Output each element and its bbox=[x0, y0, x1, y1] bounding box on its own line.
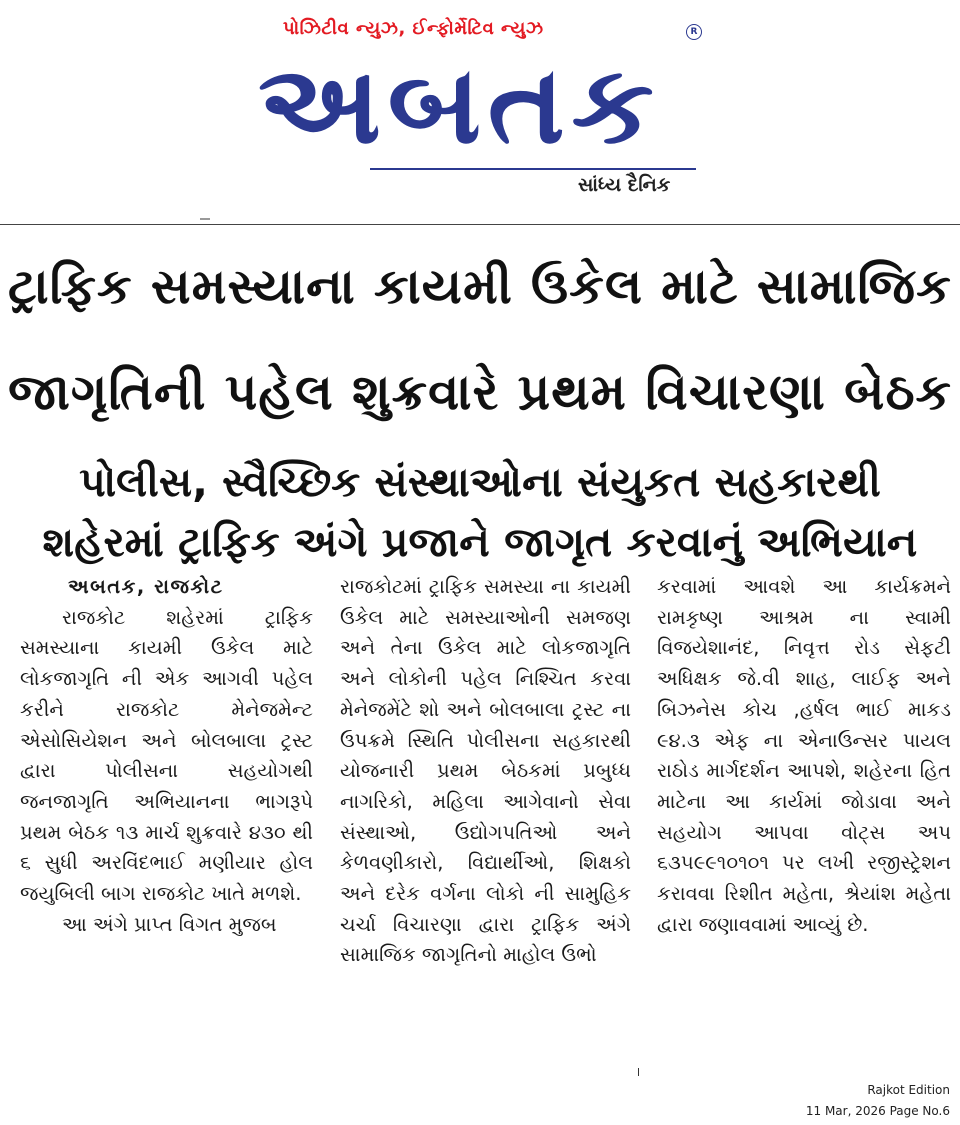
masthead bbox=[0, 0, 960, 205]
masthead-tagline: પોઝિટીવ ન્યુઝ, ઈન્ફોર્મેટિવ ન્યુઝ bbox=[283, 18, 544, 39]
column-1-paragraph-1: રાજકોટ શહેરમાં ટ્રાફિક સમસ્યાના કાયમી ઉકેલ માટે લોકજાગૃતિ ની એક આગવી પહેલ કરીને રાજકોટ મેનેજમેન્ટ એસોસિયેશન અને બોલબાલા ટ્રસ્ટ દ્વારા પોલીસના સહયોગથી જનજાગૃતિ અભિયાનના ભાગરૂપે પ્રથમ બેઠક ૧૩ માર્ચ શુક્રવારે ૪૩૦ થી ૬ સુધી અરવિંદભાઈ મણીયાર હોલ જયુબિલી બાગ રાજકોટ ખાતે મળશે. bbox=[20, 605, 313, 906]
column-2-text: રાજકોટમાં ટ્રાફિક સમસ્યા ના કાયમી ઉકેલ માટે સમસ્યાઓની સમજણ અને તેના ઉકેલ માટે લોકજાગૃતિ અને લોકોની પહેલ નિશ્ચિત કરવા મેનેજમેંટે શો અને બોલબાલા ટ્રસ્ટ ના ઉપક્રમે સ્થિતિ પોલીસના સહકારથી યોજનારી પ્રથમ બેઠકમાં પ્રબુધ્ધ નાગરિકો, મહિલા આગેવાનો સેવા સંસ્થાઓ, ઉદ્યોગપતિઓ અને કેળવણીકારો, વિદ્યાર્થીઓ, શિક્ષકો અને દરેક વર્ગના લોકો ની સામુહિક ચર્ચા વિચારણા દ્વારા ટ્રાફિક અંગે સામાજિક જાગૃતિનો માહોલ ઉભો bbox=[340, 575, 631, 967]
registered-mark-icon: R bbox=[686, 24, 702, 40]
article-column-1 bbox=[20, 572, 313, 940]
byline: અબતક, રાજકોટ bbox=[68, 575, 224, 598]
page-mark bbox=[638, 1068, 639, 1076]
headline-line-2: જાગૃતિની પહેલ શુક્રવારે પ્રથમ વિચારણા બેઠક bbox=[8, 363, 952, 421]
subheadline-line-2: શહેરમાં ટ્રાફિક અંગે પ્રજાને જાગૃત કરવાનું અભિયાન bbox=[42, 518, 918, 566]
article-column-3 bbox=[657, 572, 951, 940]
divider-tick bbox=[200, 218, 210, 220]
article-column-2 bbox=[340, 572, 631, 971]
logo-underline bbox=[370, 168, 696, 170]
edition-date-page: 11 Mar, 2026 Page No.6 bbox=[805, 1104, 950, 1118]
edition-name: Rajkot Edition bbox=[867, 1083, 950, 1097]
newspaper-logo: અબતક bbox=[258, 43, 661, 168]
edition-info bbox=[806, 1080, 950, 1122]
subheadline-line-1: પોલીસ, સ્વૈચ્છિક સંસ્થાઓના સંયુકત સહકારથી bbox=[79, 458, 881, 506]
headline-line-1: ટ્રાફિક સમસ્યાના કાયમી ઉકેલ માટે સામાજિક bbox=[8, 257, 952, 315]
column-3-text: કરવામાં આવશે આ કાર્યક્રમને રામકૃષ્ણ આશ્રમ ના સ્વામી વિજયેશાનંદ, નિવૃત્ત રોડ સેફટી અધિક્ષક જે.વી શાહ, લાઈફ અને બિઝનેસ કોચ ,હર્ષલ ભાઈ માકડ ૯૪.૩ એફ ના એનાઉન્સર પાયલ રાઠોડ માર્ગદર્શન આપશે, શહેરના હિત માટેના આ કાર્યમાં જોડાવા અને સહયોગ આપવા વોટ્સ અપ ૬૩૫૯૯૧૦૧૦૧ પર લખી રજીસ્ટ્રેશન કરાવવા રિશીત મહેતા, શ્રેયાંશ મહેતા દ્વારા જણાવવામાં આવ્યું છે. bbox=[657, 575, 951, 936]
masthead-subtitle: સાંધ્ય દૈનિક bbox=[578, 174, 671, 196]
header-divider bbox=[0, 224, 960, 225]
column-1-paragraph-2: આ અંગે પ્રાપ્ત વિગત મુજબ bbox=[62, 912, 277, 936]
